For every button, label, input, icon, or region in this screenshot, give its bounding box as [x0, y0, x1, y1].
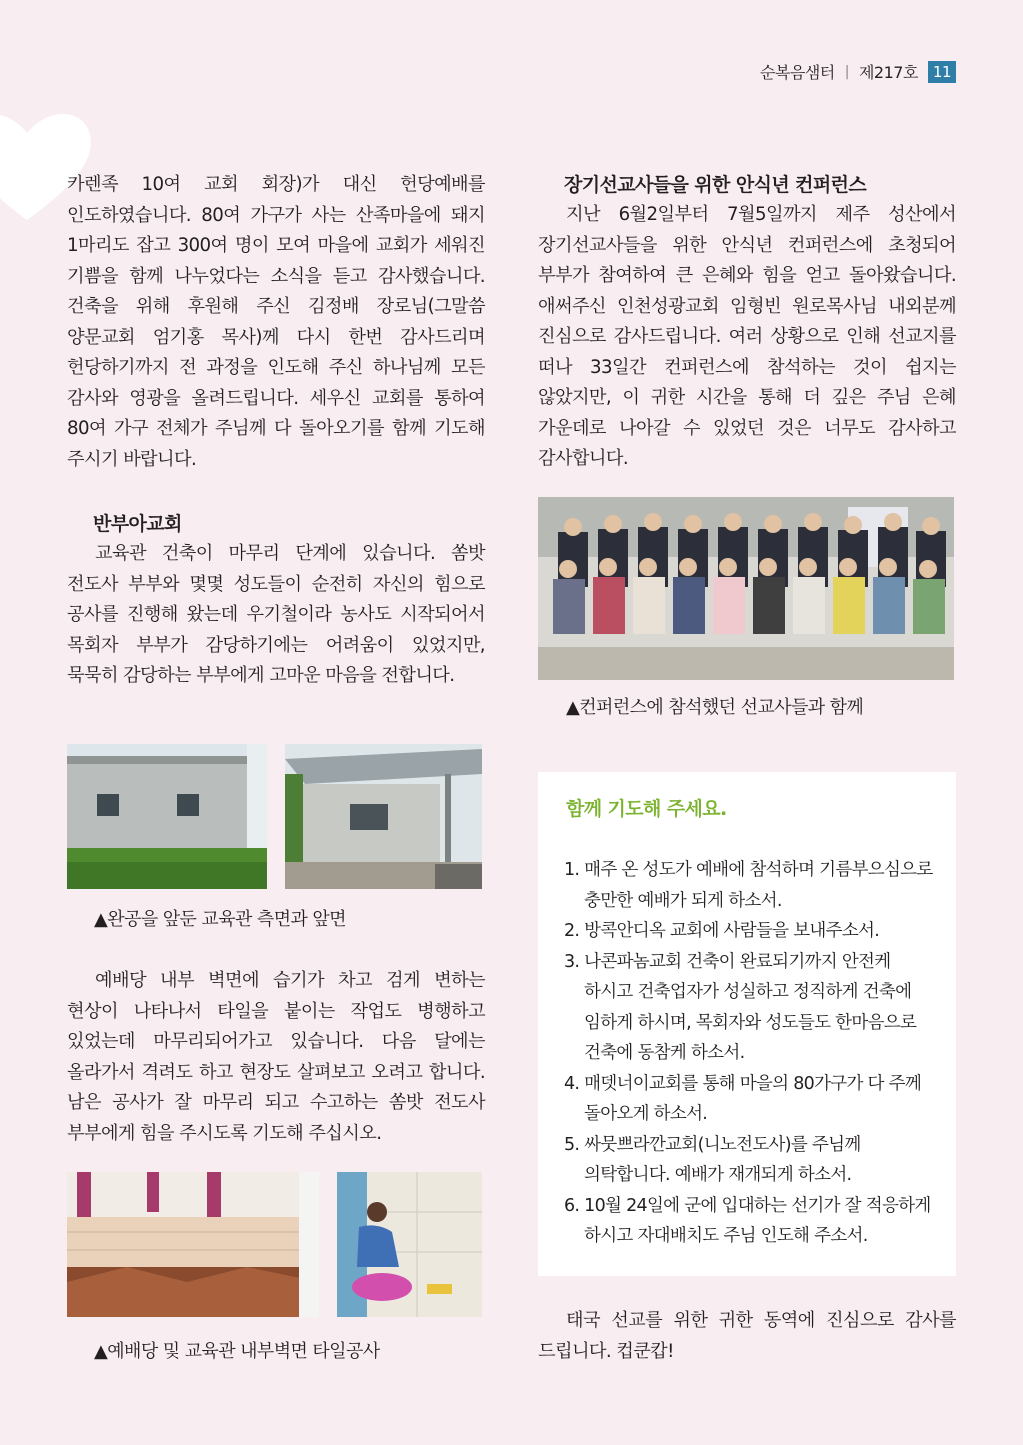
prayer-list [564, 855, 934, 1252]
photo-tile-worker [337, 1172, 482, 1317]
closing-paragraph: 태국 선교를 위한 귀한 동역에 진심으로 감사를 드립니다. 컵쿤캅! [538, 1310, 956, 1362]
right-paragraph-1: 지난 6월2일부터 7월5일까지 제주 성산에서 장기선교사들을 위한 안식년 컨퍼런스에 초청되어 부부가 참여하여 큰 은혜와 힘을 얻고 돌아왔습니다. 애써주신 인천성광교회 임형빈 원로목사님 내외분께 진심으로 감사드립니다. 여러 상황으로 인해 선교지를 떠나 33일간 컨퍼런스에 참석하는 것이 쉽지는 않았지만, 이 귀한 시간을 통해 더 깊은 주님 은혜 가운데로 나아갈 수 있었던 것은 너무도 감사하고 감사합니다. [538, 204, 956, 469]
left-paragraph-1: 카렌족 10여 교회 회장)가 대신 헌당예배를 인도하였습니다. 80여 가구가 사는 산족마을에 돼지 1마리도 잡고 300여 명이 모여 마을에 교회가 세워진 기쁨을 함께 나누었다는 소식을 듣고 감사했습니다. 건축을 위해 후원해 주신 김정배 장로님(그말씀 양문교회 엄기홍 목사)께 다시 한번 감사드리며 헌당하기까지 전 과정을 인도해 주신 하나님께 모든 감사와 영광을 올려드립니다. 세우신 교회를 통하여 80여 가구 전체가 주님께 다 돌아오기를 함께 기도해 주시기 바랍니다. [67, 174, 485, 470]
photo-tile-interior [67, 1172, 319, 1317]
issue-number: 제217호 [858, 63, 918, 82]
left-column-top [67, 170, 485, 692]
caption-building: ▲완공을 앞둔 교육관 측면과 앞면 [94, 909, 346, 930]
photo-building-side [67, 744, 267, 889]
prayer-item: 2. 방콕안디옥 교회에 사람들을 보내주소서. [564, 921, 880, 941]
prayer-item: 4. 매뎃너이교회를 통해 마을의 80가구가 다 주께 돌아오게 하소서. [564, 1073, 922, 1124]
left-column-bottom [67, 966, 485, 1149]
prayer-item: 5. 싸뭇쁘라깐교회(니노전도사)를 주님께 의탁합니다. 예배가 재개되게 하소서. [564, 1134, 861, 1185]
left-paragraph-3: 예배당 내부 벽면에 습기가 차고 검게 변하는 현상이 나타나서 타일을 붙이는 작업도 병행하고 있었는데 마무리되어가고 있습니다. 다음 달에는 올라가서 격려도 하고 현장도 살펴보고 오려고 합니다. 남은 공사가 잘 마무리 되고 수고하는 쏨밧 전도사 부부에게 힘을 주시도록 기도해 주십시오. [67, 970, 485, 1144]
prayer-item: 3. 나콘파놈교회 건축이 완료되기까지 안전케 하시고 건축업자가 성실하고 정직하게 건축에 임하게 하시며, 목회자와 성도들도 한마음으로 건축에 동참케 하소서. [564, 951, 917, 1063]
left-paragraph-2: 교육관 건축이 마무리 단계에 있습니다. 쏨밧 전도사 부부와 몇몇 성도들이 순전히 자신의 힘으로 공사를 진행해 왔는데 우기철이라 농사도 시작되어서 목회자 부부가 감당하기에는 어려움이 있었지만, 묵묵히 감당하는 부부에게 고마운 마음을 전합니다. [67, 543, 485, 686]
prayer-request-box [538, 772, 956, 1276]
caption-tile: ▲예배당 및 교육관 내부벽면 타일공사 [94, 1341, 380, 1362]
magazine-name: 순복음샘터 [759, 63, 835, 82]
caption-conference: ▲컨퍼런스에 참석했던 선교사들과 함께 [566, 697, 864, 718]
prayer-item: 1. 매주 온 성도가 예배에 참석하며 기름부으심으로 충만한 예배가 되게 하소서. [564, 860, 933, 911]
section-heading-conference: 장기선교사들을 위한 안식년 컨퍼런스 [564, 174, 867, 196]
right-column-top [538, 170, 956, 475]
prayer-title: 함께 기도해 주세요. [566, 798, 727, 820]
section-heading-banbua: 반부아교회 [93, 513, 182, 535]
page-header: 순복음샘터 | 제217호 11 [760, 60, 956, 83]
photo-conference-group [538, 497, 954, 680]
right-column-bottom [538, 1306, 956, 1367]
prayer-item: 6. 10월 24일에 군에 입대하는 선기가 잘 적응하게 하시고 자대배치도 주님 인도해 주소서. [564, 1195, 931, 1246]
photo-building-front [285, 744, 482, 889]
page-number: 11 [928, 61, 956, 83]
